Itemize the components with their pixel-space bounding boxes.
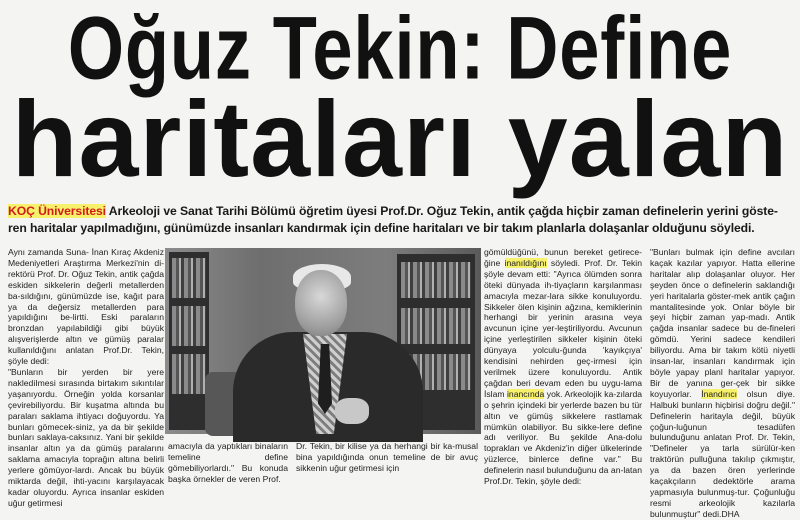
column-4-part-b: söyledi. Prof. Dr. Tekin şöyle devam etti: "Ayrıca ölümden sonra öteki dünyada ih-tiyaçların karşılanması amacıyla mezar-lara sikke konuluyordu. Sikkeler ölen kişinin ağzına, kemiklerinin herhangi bir yerinin arasına veya avcunun içine yer-leştiriliyordu. Avcunun içine yerleştirilen sikkeler kişinin öteki dünyaya yolculu-ğunda 'kayıkçıya' kendisini nehirden geç-irmesi için verilmek üzere konuluyordu. Antik çağdan beri devam eden bu uygu-lama İslam — [484, 257, 642, 399]
column-3-text: Dr. Tekin, bir kilise ya da herhangi bir ka-musal bina yapıldığında onun temeline de bir avuç sikkenin uğur getirmesi için — [296, 441, 478, 473]
highlight-inanildigini: inanıldığını — [504, 257, 547, 268]
column-3 — [296, 441, 478, 474]
column-2 — [168, 441, 288, 484]
highlight-inandirici: İnandırıcı — [701, 388, 738, 399]
column-5-part-a: "Bunları bulmak için define avcıları kaçak kazılar yapıyor. Hatta ellerine haritalar alıp dolaşanlar oluyor. Her şeyden önce o definelerin saklandığı yeri haritalarla göster-mek antik çağın mantalitesinde yok. Onlar böyle bir şeyi hiçbir zaman yap-madı. Antik çağda insanlar sadece bu de-fineleri gömdü. Yerini sadece kendileri biliyordu. Ama bir takım kötü niyetli insan-lar, insanları kandırmak için böyle yapay planl haritalar yapıyor. Bir de yanına ger-çek bir sikke koyuyorlar. — [650, 247, 795, 399]
column-2-text: amacıyla da yaptıkları binaların temeline define gömebiliyorlardı." Bu konuda başka örnekler de veren Prof. — [168, 441, 288, 484]
column-5 — [650, 247, 795, 519]
portrait-photo — [165, 248, 481, 434]
headline-line-1: Oğuz Tekin: Define — [67, 0, 733, 98]
column-5-part-b: olsun diye. Halbuki bunların hiçbirisi doğru değil." Definelerin haritayla değil, büyük çoğun-luğunun tesadüfen bulunduğunu anlatan Prof. Dr. Tekin, "Defineler ya tarla sürülür-ken traktörün pulluğuna takılıp çıkmıştır, ya da bazen ören yerlerinde kaçakçıların dedektörle arama yapmasıyla bulunmuş-tur. Çoğunluğu resmi arkeolojik kazılarla bulunmuştur" dedi.DHA — [650, 388, 795, 519]
highlight-inancinda: inancında — [507, 388, 545, 399]
column-1-paragraph-1: Aynı zamanda Suna- İnan Kıraç Akdeniz Medeniyetleri Araştırma Merkezi'nin di-rektörü Prof. Dr. Oğuz Tekin, antik çağda eskiden sikkelerin değerli metallerden ba-sıldığını, günümüzde ise, kağıt para ya da değersiz metallerden para yapıldığını be-lirtti. Eski paraların bronzdan yapılabildiği gibi büyük alışverişlerde altın ve gümüş paralar kullanıldığını anlatan Prof.Dr. Tekin, şöyle dedi: — [8, 247, 164, 367]
lead-paragraph — [8, 203, 794, 237]
column-1 — [8, 247, 164, 508]
column-4-part-c: yok. Arkeolojik ka-zılarda o şehrin içindeki bir yerlerde bazen bu tür altın ve gümüş sikkelere rastlamak mümkün olabiliyor. Bu sikke-lere define adı veriliyor. Bu şekilde Ana-dolu toprakları ve Akdeniz'in diğer ülkelerinde yüzlerce, binlerce define var." Bu definelerin nasıl bulunduğunu da an-latan Prof.Dr. Tekin, şöyle dedi: — [484, 388, 643, 487]
column-4-text — [484, 247, 642, 487]
column-1-paragraph-2: "Bunların bir yerden bir yere naklediImesi sırasında birtakım sıkıntılar yaşanıyordu. Örneğin yolda korsanlar çevirebiliyordu. Bir kuşatma altında bu paraları saklama ihtiyacı doğuyordu. Ya bunları gömecek-siniz, ya da bir şekilde bunları saklaya-caksınız. Yani bir şekilde insanlar altın ya da gümüş paralarını saklama amacıyla toprağın altına belirli yerlere gömüyor-lardı. Ancak bu büyük miktarda değil, ihti-yacını karşılayacak kadar oluyordu. Ayrıca insanlar eskiden uğur getirmesi — [8, 366, 164, 508]
headline-line-2: haritaları yalan — [11, 79, 789, 200]
institution-name: KOÇ Üniversitesi — [8, 204, 106, 218]
column-4 — [484, 247, 643, 487]
lead-text: Arkeoloji ve Sanat Tarihi Bölümü öğretim üyesi Prof.Dr. Oğuz Tekin, antik çağda hiçbir zaman definelerin yerini göste-ren haritalar yapılmadığını, günümüzde insanları kandırmak için define haritaları ve bir takım planlarla dolaşanlar olduğunu söyledi. — [8, 204, 778, 235]
column-4-part-a: gömüldüğünü, bunun bereket getirece-ğine — [484, 247, 642, 268]
column-5-text — [650, 247, 795, 520]
